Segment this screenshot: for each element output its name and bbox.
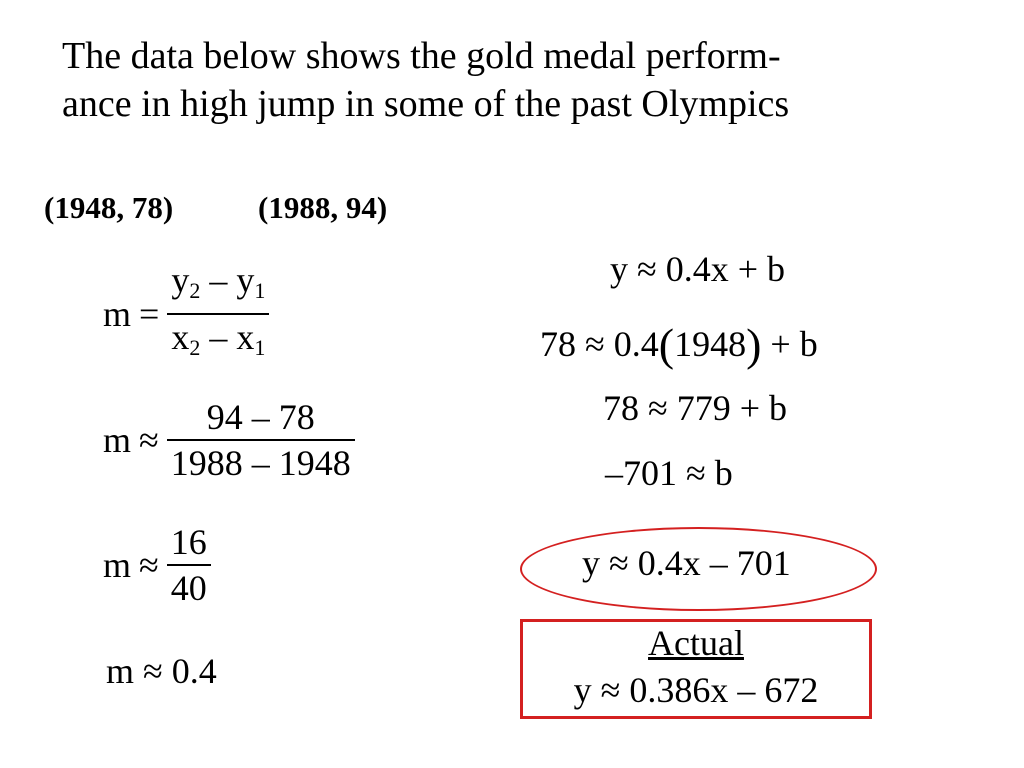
slope-symbol: m xyxy=(103,545,132,585)
numerator-minus: – xyxy=(209,260,228,300)
substitution-fraction xyxy=(167,395,355,485)
title-line-2: ance in high jump in some of the past Olympics xyxy=(62,83,790,125)
x1-subscript: 1 xyxy=(254,335,266,360)
simplified-equation: 78 ≈ 779 + b xyxy=(603,388,788,428)
data-point-1: (1948, 78) xyxy=(44,190,174,225)
substitution-denominator: 1988 – 1948 xyxy=(167,439,355,485)
slope-formula xyxy=(103,258,269,370)
substituted-year: 1948 xyxy=(674,324,747,364)
substituted-right: + b xyxy=(770,324,818,364)
final-equation: y ≈ 0.4x – 701 xyxy=(582,543,791,583)
denominator-minus: – xyxy=(209,317,228,357)
close-paren: ) xyxy=(746,319,762,370)
substitution-numerator: 94 – 78 xyxy=(206,397,315,437)
slope-fraction xyxy=(167,258,269,370)
actual-label: Actual xyxy=(648,623,744,663)
simplified-fraction xyxy=(167,520,211,610)
y2-subscript: 2 xyxy=(189,278,201,303)
actual-equation: y ≈ 0.386x – 672 xyxy=(573,670,819,710)
substituted-left: 78 ≈ 0.4 xyxy=(540,324,659,364)
approx-sign: ≈ xyxy=(139,420,159,460)
line-equation: y ≈ 0.4x + b xyxy=(610,249,786,289)
slope-symbol: m xyxy=(103,294,132,334)
substituted-equation xyxy=(540,318,818,371)
slope-symbol: m xyxy=(103,420,132,460)
slope-substitution xyxy=(103,395,355,485)
actual-equation-box xyxy=(520,619,872,719)
slide-title xyxy=(62,32,962,128)
data-point-2: (1988, 94) xyxy=(258,190,388,225)
slope-numerator xyxy=(167,258,269,313)
y2-symbol: y xyxy=(171,260,190,300)
equals-sign: = xyxy=(139,294,160,334)
simplified-numerator: 16 xyxy=(170,522,207,562)
simplified-denominator: 40 xyxy=(167,564,211,610)
slope-result: m ≈ 0.4 xyxy=(106,651,217,691)
approx-sign: ≈ xyxy=(139,545,159,585)
slope-denominator xyxy=(167,313,269,370)
x2-symbol: x xyxy=(171,317,190,357)
open-paren: ( xyxy=(658,319,675,370)
y1-symbol: y xyxy=(236,260,255,300)
x1-symbol: x xyxy=(236,317,255,357)
x2-subscript: 2 xyxy=(189,335,201,360)
intercept-result: –701 ≈ b xyxy=(605,453,733,493)
slope-simplified xyxy=(103,520,211,610)
title-line-1: The data below shows the gold medal perform- xyxy=(62,35,781,77)
y1-subscript: 1 xyxy=(254,278,266,303)
